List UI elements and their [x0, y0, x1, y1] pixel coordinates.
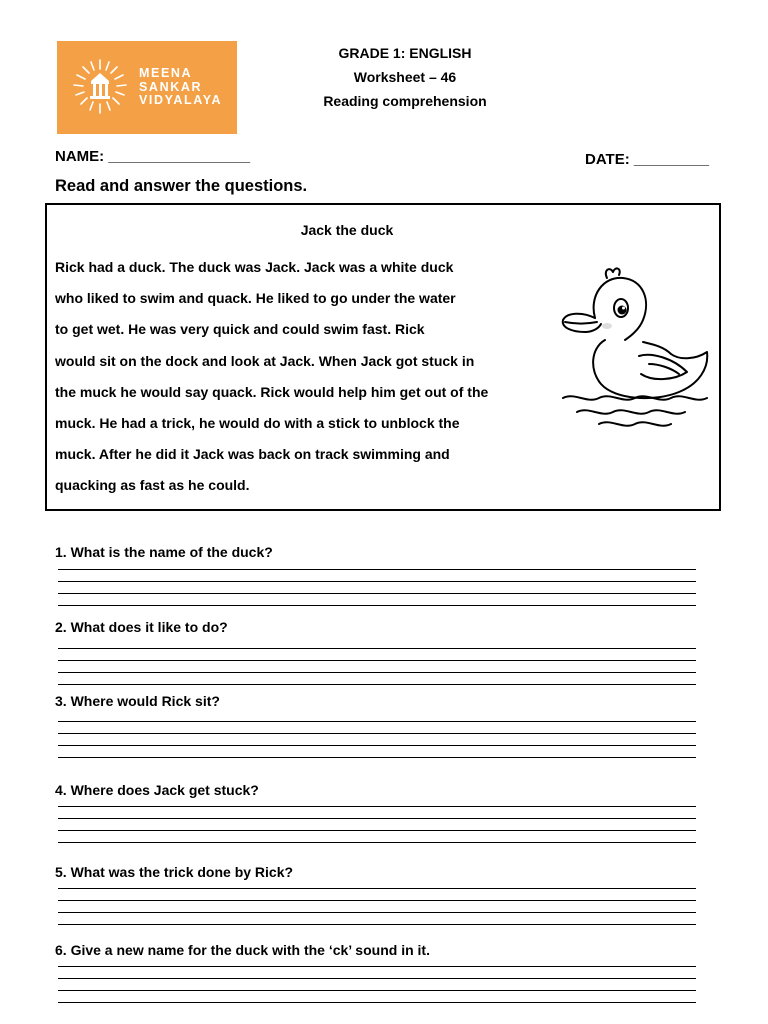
answer-line[interactable] [58, 660, 696, 661]
worksheet-topic: Reading comprehension [323, 93, 487, 109]
school-logo [57, 41, 237, 134]
answer-line[interactable] [58, 733, 696, 734]
answer-line[interactable] [58, 672, 696, 673]
answer-line[interactable] [58, 966, 696, 967]
worksheet-header [290, 41, 520, 113]
duck-illustration-icon [555, 260, 715, 440]
logo-line: SANKAR [139, 79, 203, 94]
answer-line[interactable] [58, 684, 696, 685]
answer-line[interactable] [58, 900, 696, 901]
question-6: 6. Give a new name for the duck with the ‘ck’ sound in it. [55, 942, 430, 958]
answer-line[interactable] [58, 569, 696, 570]
story-line: Rick had a duck. The duck was Jack. Jack was a white duck [55, 259, 454, 275]
answer-line[interactable] [58, 581, 696, 582]
story-line: muck. After he did it Jack was back on track swimming and [55, 446, 450, 463]
story-line: the muck he would say quack. Rick would help him get out of the [55, 383, 489, 400]
answer-line[interactable] [58, 1002, 696, 1003]
answer-line[interactable] [58, 888, 696, 889]
date-field[interactable]: DATE: _________ [585, 151, 709, 168]
sunburst-emblem-icon [65, 57, 135, 119]
answer-line[interactable] [58, 745, 696, 746]
name-field[interactable]: NAME: _________________ [55, 148, 251, 165]
story-title: Jack the duck [300, 222, 394, 238]
answer-line[interactable] [58, 648, 696, 649]
answer-line[interactable] [58, 593, 696, 594]
question-3: 3. Where would Rick sit? [55, 693, 220, 709]
answer-line[interactable] [58, 924, 696, 925]
answer-line[interactable] [58, 990, 696, 991]
logo-text [139, 67, 222, 108]
story-text [55, 252, 555, 502]
story-line: who liked to swim and quack. He liked to go under the water [55, 290, 456, 307]
story-line: would sit on the dock and look at Jack. When Jack got stuck in [55, 352, 475, 369]
answer-line[interactable] [58, 605, 696, 606]
logo-line: VIDYALAYA [139, 93, 223, 107]
answer-line[interactable] [58, 842, 696, 843]
answer-line[interactable] [58, 757, 696, 758]
question-2: 2. What does it like to do? [55, 619, 228, 635]
answer-line[interactable] [58, 830, 696, 831]
answer-line[interactable] [58, 818, 696, 819]
story-line: muck. He had a trick, he would do with a stick to unblock the [55, 415, 460, 432]
story-line: to get wet. He was very quick and could swim fast. Rick [55, 321, 425, 338]
story-box [45, 203, 721, 511]
logo-line: MEENA [139, 66, 193, 80]
worksheet-number: Worksheet – 46 [353, 69, 457, 85]
question-4: 4. Where does Jack get stuck? [55, 782, 259, 798]
answer-line[interactable] [58, 912, 696, 913]
answer-line[interactable] [58, 721, 696, 722]
story-line: quacking as fast as he could. [55, 477, 250, 494]
question-5: 5. What was the trick done by Rick? [55, 864, 294, 880]
answer-line[interactable] [58, 806, 696, 807]
instruction-text: Read and answer the questions. [55, 177, 308, 195]
grade-title: GRADE 1: ENGLISH [338, 45, 472, 61]
answer-line[interactable] [58, 978, 696, 979]
question-1: 1. What is the name of the duck? [55, 544, 273, 560]
